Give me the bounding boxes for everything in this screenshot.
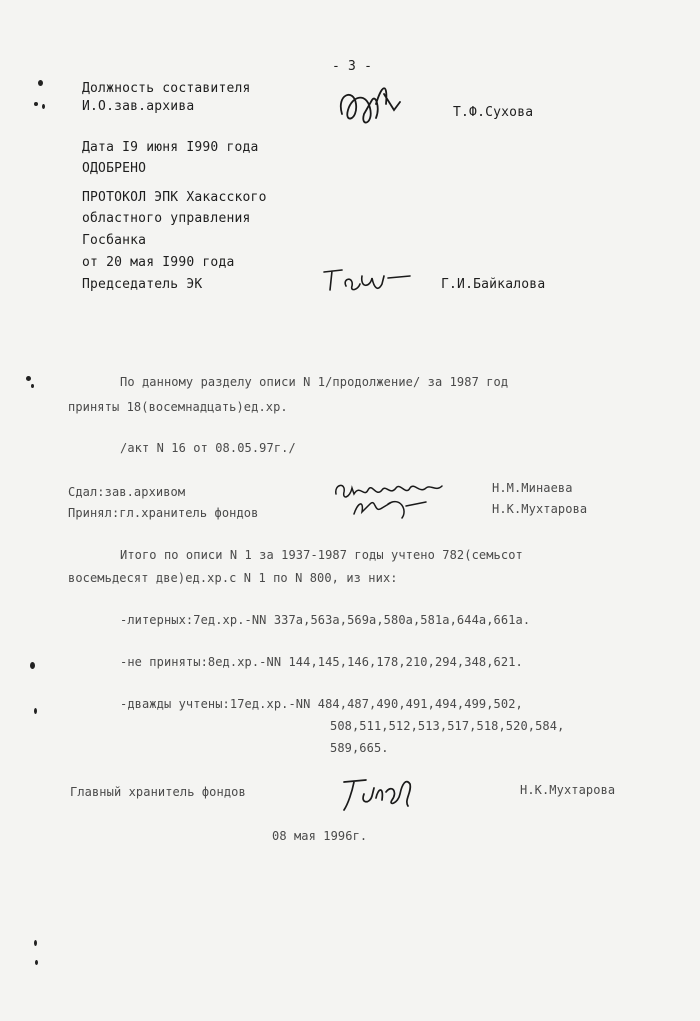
protocol-line-2: областного управления xyxy=(82,211,251,226)
double-counted-line-1: -дважды учтены:17ед.хр.-NN 484,487,490,491,494,499,502, xyxy=(120,697,523,711)
footer-title: Главный хранитель фондов xyxy=(70,785,246,799)
handed-name: Н.М.Минаева xyxy=(492,481,573,495)
totals-line-2: восемьдесят две)ед.хр.с N 1 по N 800, из них: xyxy=(68,571,398,585)
scan-speck xyxy=(30,662,35,669)
chairman-signature xyxy=(318,262,418,296)
compiler-name: Т.Ф.Сухова xyxy=(453,105,534,120)
double-counted-line-3: 589,665. xyxy=(330,741,389,755)
act-reference: /акт N 16 от 08.05.97г./ xyxy=(120,441,296,455)
scan-speck xyxy=(35,960,38,965)
scan-speck xyxy=(42,104,45,109)
scan-speck xyxy=(38,80,43,86)
chairman-title: Председатель ЭК xyxy=(82,277,203,292)
totals-line-1: Итого по описи N 1 за 1937-1987 годы учтено 782(семьсот xyxy=(120,548,523,562)
protocol-line-1: ПРОТОКОЛ ЭПК Хакасского xyxy=(82,190,267,205)
scan-speck xyxy=(34,708,37,714)
compiler-signature xyxy=(330,74,410,134)
scan-speck xyxy=(34,940,37,946)
scan-speck xyxy=(31,384,34,388)
section-note-line-2: приняты 18(восемнадцать)ед.хр. xyxy=(68,400,288,414)
footer-name: Н.К.Мухтарова xyxy=(520,783,616,797)
received-label: Принял:гл.хранитель фондов xyxy=(68,506,259,520)
scan-speck xyxy=(26,376,31,381)
date-line: Дата I9 июня I990 года xyxy=(82,140,259,155)
approved-label: ОДОБРЕНО xyxy=(82,161,147,176)
footer-signature xyxy=(336,770,432,816)
not-accepted-items: -не приняты:8ед.хр.-NN 144,145,146,178,210,294,348,621. xyxy=(120,655,523,669)
chairman-name: Г.И.Байкалова xyxy=(441,277,546,292)
scan-speck xyxy=(34,102,38,106)
position-title: Должность составителя xyxy=(82,81,251,96)
transfer-signatures xyxy=(330,474,454,524)
handed-label: Сдал:зав.архивом xyxy=(68,485,186,499)
position-value: И.О.зав.архива xyxy=(82,99,195,114)
protocol-line-4: от 20 мая I990 года xyxy=(82,255,235,270)
section-note-line-1: По данному разделу описи N 1/продолжение/ за 1987 год xyxy=(120,375,509,389)
page-number: - 3 - xyxy=(332,59,373,74)
double-counted-line-2: 508,511,512,513,517,518,520,584, xyxy=(330,719,565,733)
received-name: Н.К.Мухтарова xyxy=(492,502,588,516)
footer-date: 08 мая 1996г. xyxy=(272,829,368,843)
literal-items: -литерных:7ед.хр.-NN 337а,563а,569а,580а,581а,644а,661а. xyxy=(120,613,531,627)
protocol-line-3: Госбанка xyxy=(82,233,147,248)
